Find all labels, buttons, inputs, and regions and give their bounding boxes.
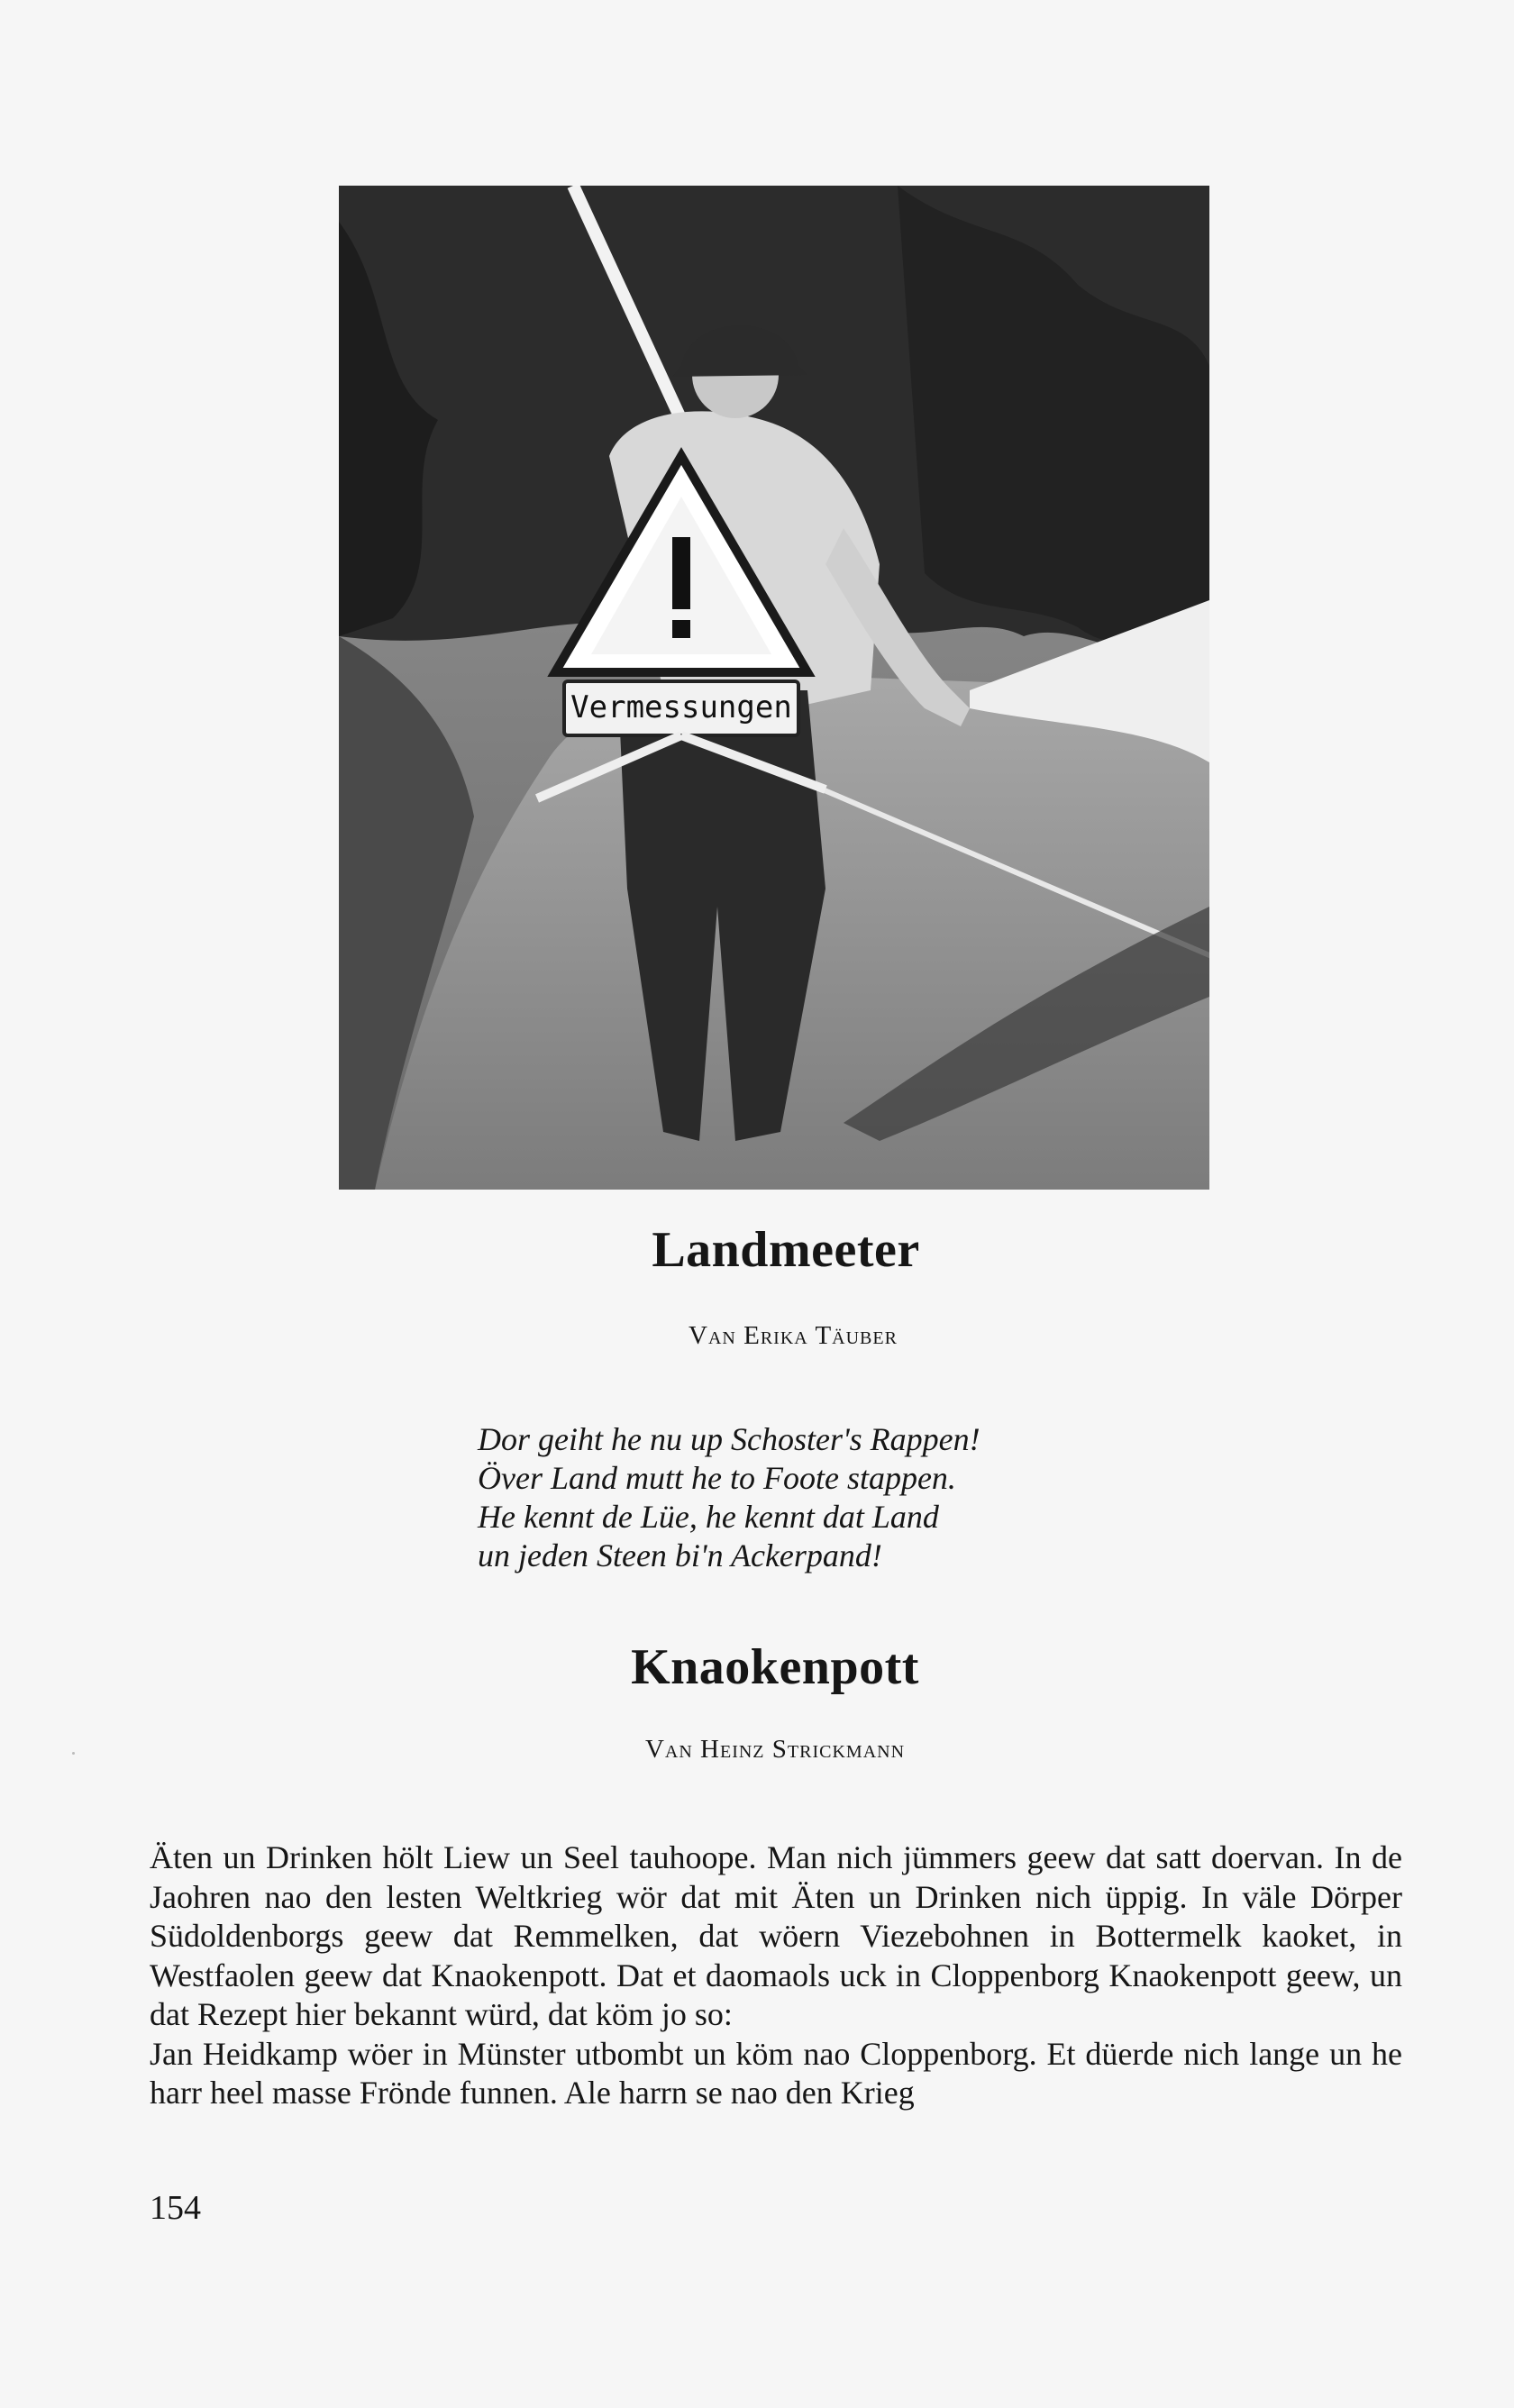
byline-author: Erika Täuber (743, 1321, 898, 1350)
byline-heinz-strickmann (18, 1735, 1514, 1765)
byline-prefix: Van (689, 1321, 736, 1350)
poem-line: He kennt de Lüe, he kennt dat Land (478, 1499, 939, 1535)
surveyor-photo (339, 186, 1209, 1190)
byline-erika-taeuber (36, 1321, 1514, 1351)
section-title-knaokenpott: Knaokenpott (631, 1639, 919, 1695)
scan-speck (72, 1752, 75, 1755)
byline-prefix: Van (644, 1735, 693, 1764)
poem-line: Över Land mutt he to Foote stappen. (478, 1460, 956, 1496)
poem-line: Dor geiht he nu up Schoster's Rappen! (478, 1421, 980, 1457)
page-number: 154 (150, 2189, 201, 2227)
surveyor-photo-illustration (339, 186, 1209, 1190)
poem (478, 1420, 1199, 1575)
sign-text: Vermessungen (570, 689, 792, 725)
paragraph: Jan Heidkamp wöer in Münster utbombt un köm nao Cloppenborg. Et düerde nich lange un he harr heel masse Frönde funnen. Ale harrn se nao den Krieg (150, 2035, 1402, 2111)
byline-author: Heinz Strickmann (700, 1735, 906, 1764)
section-title-landmeeter: Landmeeter (652, 1222, 920, 1278)
article-body (150, 1838, 1402, 2113)
paragraph: Äten un Drinken hölt Liew un Seel tauhoope. Man nich jümmers geew dat satt doervan. In de Jaohren nao den lesten Weltkrieg wör dat mit Äten un Drinken nich üppig. In väle Dörper Südoldenborgs geew dat Remmelken, dat wöern Viezebohnen in Bottermelk kaoket, in Westfaolen geew dat Knaokenpott. Dat et daomaols uck in Cloppenborg Knaokenpott geew, un dat Rezept hier bekannt würd, dat köm jo so: (150, 1839, 1402, 2032)
poem-line: un jeden Steen bi'n Ackerpand! (478, 1537, 882, 1573)
